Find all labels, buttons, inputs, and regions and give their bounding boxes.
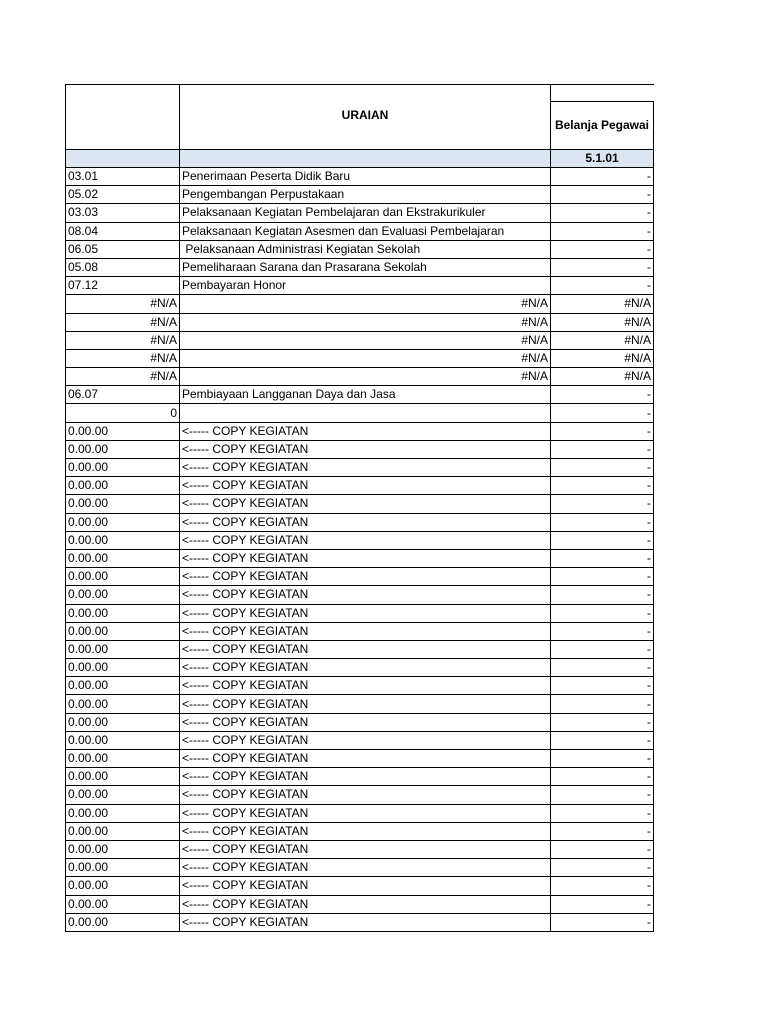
table-row [66,422,654,440]
row-value-cell[interactable]: - [551,495,654,513]
budget-table [65,84,654,932]
row-value-cell[interactable]: - [551,222,654,240]
row-description-cell[interactable]: <----- COPY KEGIATAN [180,440,551,458]
row-description-cell[interactable]: <----- COPY KEGIATAN [180,459,551,477]
row-description-cell[interactable]: <----- COPY KEGIATAN [180,913,551,931]
row-description-cell[interactable]: <----- COPY KEGIATAN [180,768,551,786]
table-row [66,404,654,422]
row-code-cell[interactable]: 0.00.00 [66,695,180,713]
table-row [66,568,654,586]
header-uraian[interactable]: URAIAN [180,85,551,150]
row-code-cell[interactable]: 0.00.00 [66,622,180,640]
header-top-cell[interactable] [551,85,654,102]
row-description-cell[interactable]: <----- COPY KEGIATAN [180,731,551,749]
row-value-cell[interactable]: - [551,440,654,458]
row-code-cell[interactable]: 0.00.00 [66,731,180,749]
table-row [66,495,654,513]
row-value-cell[interactable]: - [551,822,654,840]
row-code-cell[interactable]: #N/A [66,331,180,349]
row-value-cell[interactable]: - [551,659,654,677]
row-code-cell[interactable]: 0.00.00 [66,495,180,513]
row-value-cell[interactable]: - [551,622,654,640]
row-code-cell[interactable]: 0.00.00 [66,713,180,731]
row-description-cell[interactable]: <----- COPY KEGIATAN [180,895,551,913]
row-description-cell[interactable]: <----- COPY KEGIATAN [180,786,551,804]
row-code-cell[interactable]: 0.00.00 [66,786,180,804]
row-code-cell[interactable]: 0.00.00 [66,913,180,931]
row-description-cell[interactable]: #N/A [180,349,551,367]
row-value-cell[interactable]: - [551,586,654,604]
row-description-cell[interactable]: <----- COPY KEGIATAN [180,422,551,440]
row-code-cell[interactable]: 08.04 [66,222,180,240]
row-value-cell[interactable]: - [551,258,654,276]
row-code-cell[interactable]: 0.00.00 [66,531,180,549]
row-value-cell[interactable]: #N/A [551,295,654,313]
row-value-cell[interactable]: - [551,677,654,695]
table-row [66,349,654,367]
row-code-cell[interactable]: 0.00.00 [66,877,180,895]
row-value-cell[interactable]: - [551,713,654,731]
table-row [66,750,654,768]
row-value-cell[interactable]: - [551,695,654,713]
row-description-cell[interactable]: #N/A [180,368,551,386]
row-value-cell[interactable]: #N/A [551,331,654,349]
row-code-cell[interactable]: 0.00.00 [66,768,180,786]
table-row [66,713,654,731]
table-row [66,640,654,658]
header-code-cell[interactable] [66,85,180,150]
row-value-cell[interactable]: - [551,640,654,658]
row-value-cell[interactable]: - [551,877,654,895]
row-value-cell[interactable]: #N/A [551,368,654,386]
row-code-cell[interactable]: #N/A [66,349,180,367]
row-value-cell[interactable]: - [551,277,654,295]
table-row [66,913,654,931]
row-code-cell[interactable]: 0 [66,404,180,422]
table-row [66,659,654,677]
table-row [66,531,654,549]
row-value-cell[interactable]: - [551,731,654,749]
row-code-cell[interactable]: 0.00.00 [66,677,180,695]
table-row [66,313,654,331]
row-code-cell[interactable]: 05.08 [66,258,180,276]
table-row [66,222,654,240]
row-value-cell[interactable]: - [551,204,654,222]
row-description-cell[interactable]: <----- COPY KEGIATAN [180,513,551,531]
table-row [66,186,654,204]
row-description-cell[interactable]: <----- COPY KEGIATAN [180,622,551,640]
row-value-cell[interactable]: - [551,750,654,768]
row-code-cell[interactable]: 0.00.00 [66,459,180,477]
row-code-cell[interactable]: 0.00.00 [66,750,180,768]
header-belanja-pegawai[interactable]: Belanja Pegawai [551,102,654,150]
row-description-cell[interactable]: Pelaksanaan Kegiatan Asesmen dan Evaluasi Pembelajaran [180,222,551,240]
row-value-cell[interactable]: - [551,768,654,786]
table-row [66,258,654,276]
row-code-cell[interactable]: 0.00.00 [66,586,180,604]
row-description-cell[interactable]: <----- COPY KEGIATAN [180,531,551,549]
row-description-cell[interactable]: <----- COPY KEGIATAN [180,877,551,895]
row-code-cell[interactable]: 06.05 [66,240,180,258]
row-value-cell[interactable]: - [551,531,654,549]
row-value-cell[interactable]: #N/A [551,313,654,331]
table-row [66,368,654,386]
row-description-cell[interactable]: Pembayaran Honor [180,277,551,295]
row-description-cell[interactable]: <----- COPY KEGIATAN [180,713,551,731]
row-value-cell[interactable]: - [551,568,654,586]
row-value-cell[interactable]: - [551,859,654,877]
row-description-cell[interactable]: <----- COPY KEGIATAN [180,659,551,677]
table-row [66,513,654,531]
table-row [66,731,654,749]
row-description-cell[interactable]: <----- COPY KEGIATAN [180,586,551,604]
table-row [66,204,654,222]
table-row [66,240,654,258]
row-value-cell[interactable]: - [551,186,654,204]
row-code-cell[interactable]: 05.02 [66,186,180,204]
code-row-blank-1[interactable] [66,150,180,168]
table-row [66,822,654,840]
row-description-cell[interactable]: <----- COPY KEGIATAN [180,677,551,695]
row-value-cell[interactable]: - [551,386,654,404]
table-row [66,859,654,877]
row-description-cell[interactable]: <----- COPY KEGIATAN [180,822,551,840]
row-description-cell[interactable]: Pelaksanaan Administrasi Kegiatan Sekolah [180,240,551,258]
row-description-cell[interactable]: Pengembangan Perpustakaan [180,186,551,204]
row-value-cell[interactable]: - [551,513,654,531]
row-value-cell[interactable]: - [551,240,654,258]
row-value-cell[interactable]: - [551,840,654,858]
row-code-cell[interactable]: 07.12 [66,277,180,295]
row-description-cell[interactable]: #N/A [180,331,551,349]
row-description-cell[interactable]: Penerimaan Peserta Didik Baru [180,168,551,186]
table-row [66,477,654,495]
table-row [66,840,654,858]
row-value-cell[interactable]: #N/A [551,349,654,367]
row-code-cell[interactable]: 0.00.00 [66,422,180,440]
row-value-cell[interactable]: - [551,913,654,931]
table-row [66,768,654,786]
row-value-cell[interactable]: - [551,895,654,913]
row-value-cell[interactable]: - [551,549,654,567]
row-description-cell[interactable]: Pembiayaan Langganan Daya dan Jasa [180,386,551,404]
table-row [66,804,654,822]
row-description-cell[interactable]: <----- COPY KEGIATAN [180,695,551,713]
header-account-code[interactable]: 5.1.01 [551,150,654,168]
row-description-cell[interactable]: <----- COPY KEGIATAN [180,549,551,567]
row-code-cell[interactable]: 0.00.00 [66,659,180,677]
row-code-cell[interactable]: 0.00.00 [66,859,180,877]
row-description-cell[interactable]: Pemeliharaan Sarana dan Prasarana Sekolah [180,258,551,276]
table-row [66,895,654,913]
row-description-cell[interactable] [180,404,551,422]
table-row [66,586,654,604]
row-description-cell[interactable]: <----- COPY KEGIATAN [180,640,551,658]
row-value-cell[interactable]: - [551,604,654,622]
row-code-cell[interactable]: #N/A [66,295,180,313]
row-value-cell[interactable]: - [551,168,654,186]
row-code-cell[interactable]: #N/A [66,313,180,331]
table-row [66,677,654,695]
table-row [66,168,654,186]
row-code-cell[interactable]: 06.07 [66,386,180,404]
row-code-cell[interactable]: 0.00.00 [66,640,180,658]
row-code-cell[interactable]: 0.00.00 [66,840,180,858]
table-row [66,277,654,295]
row-description-cell[interactable]: <----- COPY KEGIATAN [180,568,551,586]
table-row [66,440,654,458]
code-row-blank-2[interactable] [180,150,551,168]
row-description-cell[interactable]: <----- COPY KEGIATAN [180,604,551,622]
table-row [66,786,654,804]
table-row [66,604,654,622]
table-row [66,295,654,313]
row-description-cell[interactable]: <----- COPY KEGIATAN [180,495,551,513]
spreadsheet [65,84,653,932]
row-description-cell[interactable]: <----- COPY KEGIATAN [180,840,551,858]
row-description-cell[interactable]: <----- COPY KEGIATAN [180,804,551,822]
row-code-cell[interactable]: 0.00.00 [66,477,180,495]
table-row [66,386,654,404]
row-description-cell[interactable]: <----- COPY KEGIATAN [180,859,551,877]
row-code-cell[interactable]: 03.03 [66,204,180,222]
row-description-cell[interactable]: <----- COPY KEGIATAN [180,477,551,495]
row-description-cell[interactable]: #N/A [180,295,551,313]
row-code-cell[interactable]: 0.00.00 [66,513,180,531]
table-row [66,695,654,713]
row-value-cell[interactable]: - [551,422,654,440]
table-row [66,331,654,349]
table-row [66,459,654,477]
row-code-cell[interactable]: #N/A [66,368,180,386]
row-code-cell[interactable]: 0.00.00 [66,822,180,840]
row-description-cell[interactable]: <----- COPY KEGIATAN [180,750,551,768]
table-row [66,549,654,567]
row-description-cell[interactable]: #N/A [180,313,551,331]
row-value-cell[interactable]: - [551,786,654,804]
row-code-cell[interactable]: 0.00.00 [66,549,180,567]
row-code-cell[interactable]: 0.00.00 [66,568,180,586]
row-value-cell[interactable]: - [551,477,654,495]
table-row [66,622,654,640]
row-value-cell[interactable]: - [551,459,654,477]
row-code-cell[interactable]: 0.00.00 [66,804,180,822]
table-row [66,877,654,895]
row-value-cell[interactable]: - [551,404,654,422]
row-value-cell[interactable]: - [551,804,654,822]
row-code-cell[interactable]: 03.01 [66,168,180,186]
row-code-cell[interactable]: 0.00.00 [66,604,180,622]
row-code-cell[interactable]: 0.00.00 [66,895,180,913]
row-code-cell[interactable]: 0.00.00 [66,440,180,458]
row-description-cell[interactable]: Pelaksanaan Kegiatan Pembelajaran dan Ekstrakurikuler [180,204,551,222]
